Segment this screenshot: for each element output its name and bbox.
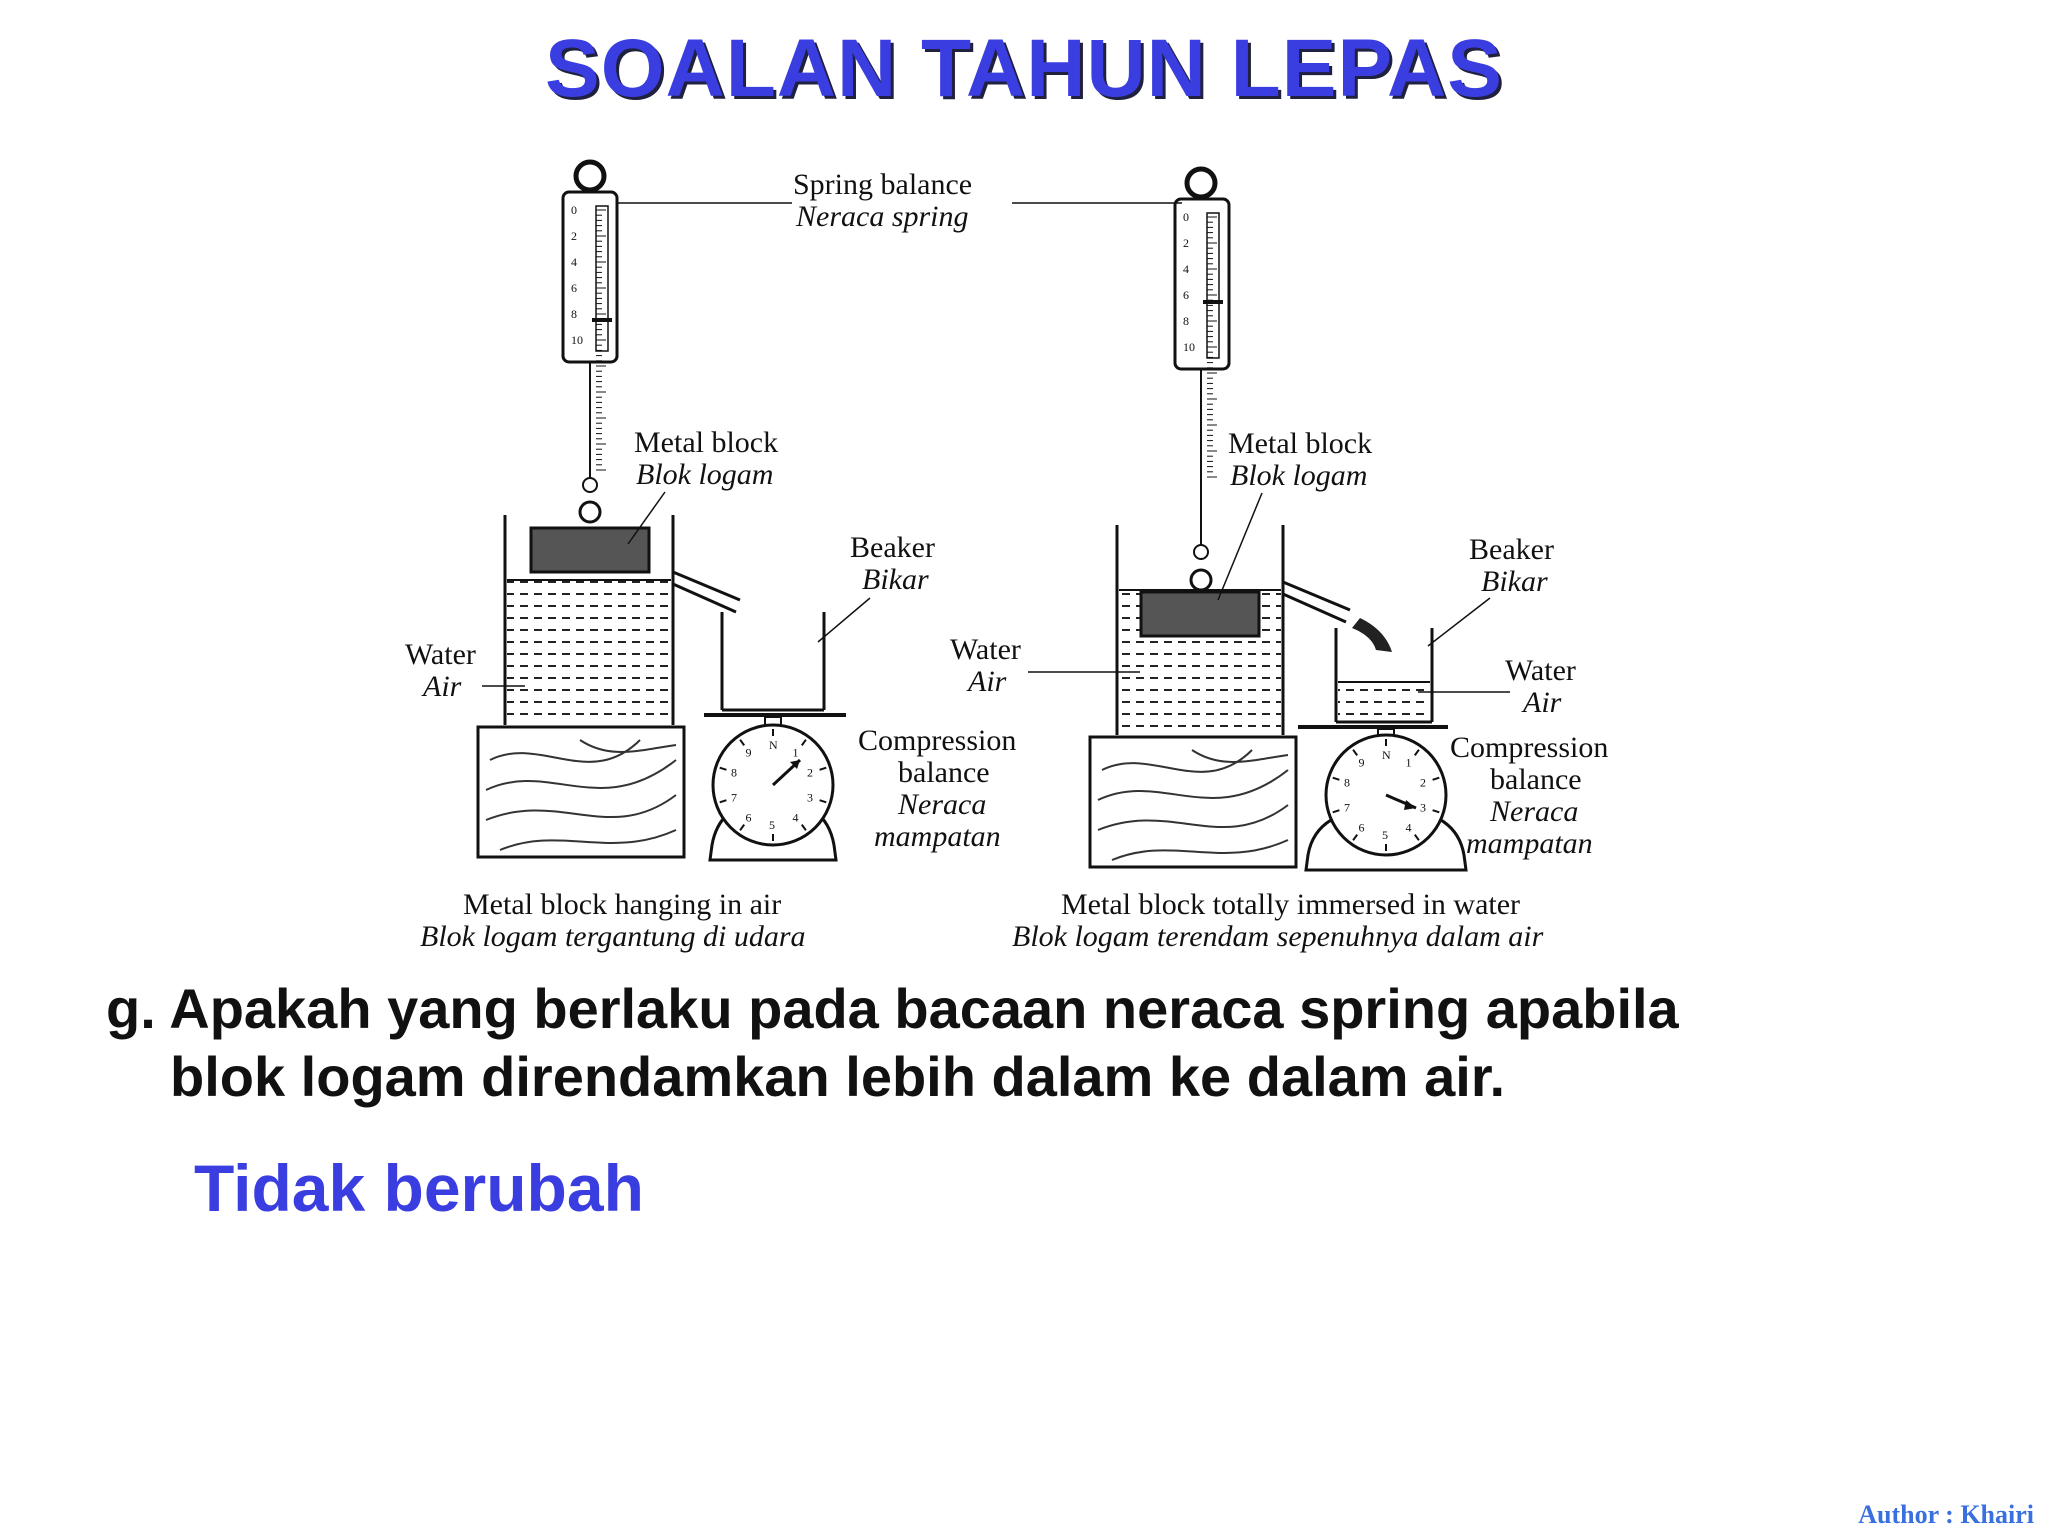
dial-number: 6	[745, 810, 752, 825]
scale-tick-label: 0	[1183, 210, 1189, 224]
dial-number: 4	[792, 810, 799, 825]
right-setup	[1090, 169, 1466, 870]
dial-number: 3	[1420, 800, 1427, 815]
right-water-label-ms: Air	[968, 665, 1007, 698]
dial-number: 6	[1358, 820, 1365, 835]
page-title: SOALAN TAHUN LEPAS	[545, 23, 1503, 114]
beaker-water-label-ms: Air	[1523, 686, 1562, 719]
left-metal-block-label: Metal block	[634, 426, 779, 459]
dial-number: 2	[807, 765, 814, 780]
dial-number: 1	[792, 745, 799, 760]
scale-tick-label: 6	[1183, 288, 1189, 302]
left-caption: Metal block hanging in air	[463, 888, 782, 921]
dial-number: 2	[1420, 775, 1427, 790]
dial-number: 5	[1382, 828, 1388, 842]
left-mampatan-label: mampatan	[874, 820, 1001, 853]
author-credit: Author : Khairi	[1858, 1500, 2034, 1529]
left-balance-label: balance	[898, 756, 990, 789]
scale-tick-label: 8	[1183, 314, 1189, 328]
left-compression-balance	[710, 717, 836, 860]
left-metal-block-label-ms: Blok logam	[636, 458, 774, 491]
right-compression-balance	[1306, 729, 1466, 870]
left-metal-block	[531, 528, 649, 572]
dial-number: 1	[1405, 755, 1412, 770]
spring-balance-label: Spring balance	[793, 168, 973, 201]
right-caption: Metal block totally immersed in water	[1061, 888, 1521, 921]
left-water-label: Water	[405, 638, 476, 671]
scale-tick-label: 2	[571, 229, 577, 243]
question-line-1: g. Apakah yang berlaku pada bacaan neraca spring apabila	[106, 977, 1679, 1040]
right-spring-balance	[1175, 169, 1229, 590]
right-caption-ms: Blok logam terendam sepenuhnya dalam air	[1012, 920, 1544, 953]
right-neraca-label: Neraca	[1490, 795, 1579, 828]
right-compression-label: Compression	[1450, 731, 1609, 764]
scale-tick-label: 4	[1183, 262, 1189, 276]
scale-tick-label: 4	[571, 255, 577, 269]
right-balance-label: balance	[1490, 763, 1582, 796]
right-wooden-block	[1090, 737, 1296, 867]
right-beaker-label: Beaker	[1469, 533, 1554, 566]
right-beaker-label-ms: Bikar	[1481, 565, 1548, 598]
dial-number: 5	[769, 818, 775, 832]
right-metal-block-label: Metal block	[1228, 427, 1373, 460]
dial-number: 9	[745, 745, 752, 760]
scale-tick-label: 10	[571, 333, 583, 347]
right-metal-block-label-ms: Blok logam	[1230, 459, 1368, 492]
dial-number: N	[769, 738, 778, 752]
scale-tick-label: 0	[571, 203, 577, 217]
question-text	[106, 975, 1906, 1111]
answer-text: Tidak berubah	[194, 1151, 644, 1225]
dial-number: 8	[1343, 775, 1350, 790]
spring-balance-label-ms: Neraca spring	[796, 200, 969, 233]
left-setup	[478, 162, 846, 860]
scale-tick-label: 10	[1183, 340, 1195, 354]
water-drop-icon	[1352, 618, 1392, 652]
scale-tick-label: 6	[571, 281, 577, 295]
left-caption-ms: Blok logam tergantung di udara	[420, 920, 806, 953]
dial-number: 9	[1358, 755, 1365, 770]
scale-tick-label: 8	[571, 307, 577, 321]
left-water-label-ms: Air	[423, 670, 462, 703]
left-wooden-block	[478, 727, 684, 857]
right-mampatan-label: mampatan	[1466, 827, 1593, 860]
left-compression-label: Compression	[858, 724, 1017, 757]
beaker-water-label: Water	[1505, 654, 1576, 687]
right-water-label: Water	[950, 633, 1021, 666]
dial-number: 7	[730, 790, 737, 805]
dial-number: 7	[1343, 800, 1350, 815]
left-beaker-label-ms: Bikar	[862, 563, 929, 596]
left-beaker-label: Beaker	[850, 531, 935, 564]
right-metal-block	[1141, 592, 1259, 636]
dial-number: 4	[1405, 820, 1412, 835]
dial-number: 8	[730, 765, 737, 780]
left-beaker	[704, 612, 846, 715]
question-line-2: blok logam direndamkan lebih dalam ke dalam air.	[170, 1045, 1506, 1108]
dial-number: 3	[807, 790, 814, 805]
scale-tick-label: 2	[1183, 236, 1189, 250]
dial-number: N	[1382, 748, 1391, 762]
left-spring-balance	[563, 162, 617, 522]
left-neraca-label: Neraca	[898, 788, 987, 821]
